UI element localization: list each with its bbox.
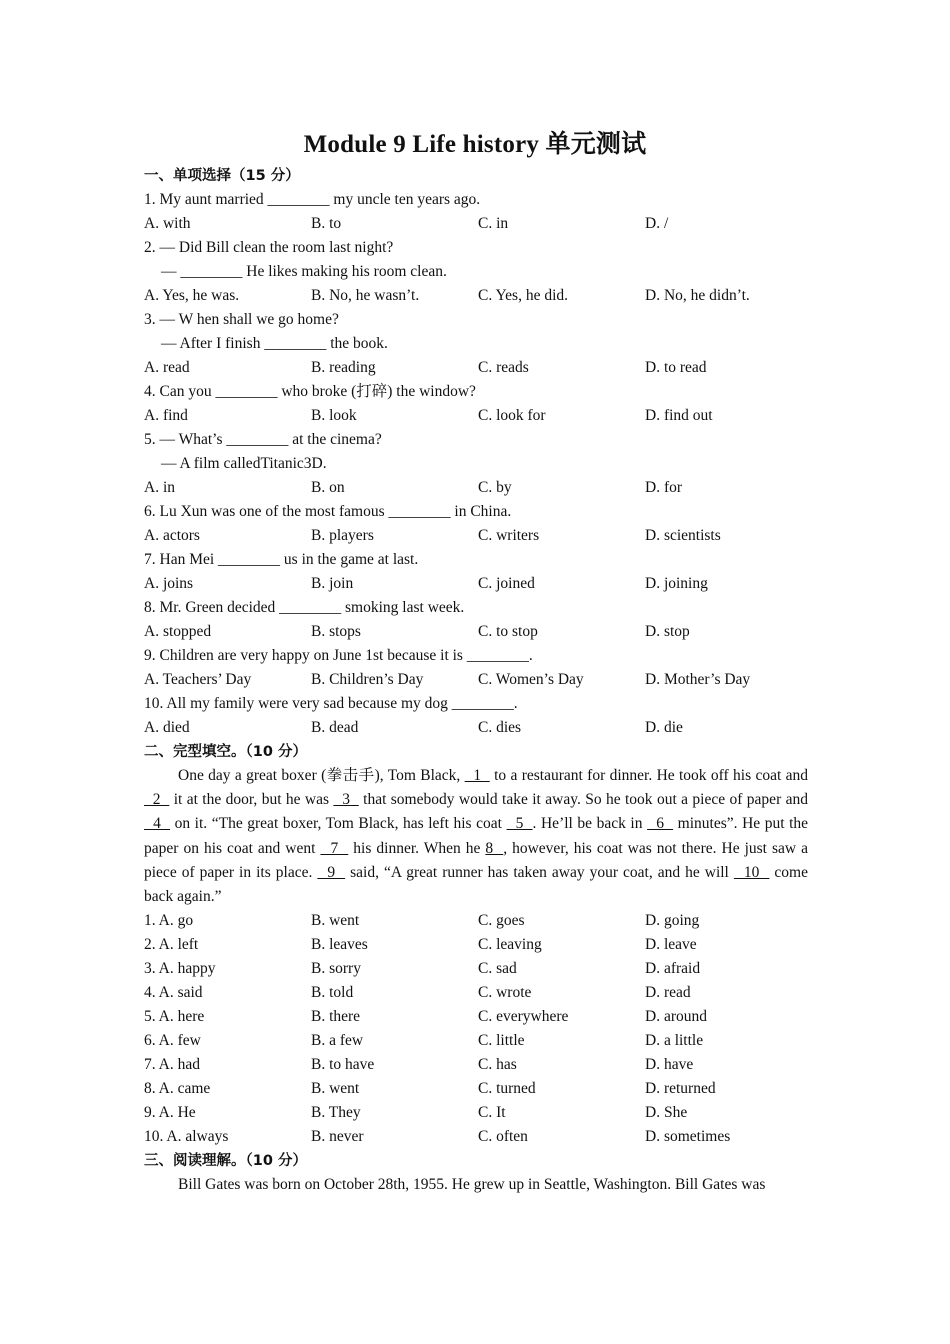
option: A. joins — [144, 575, 194, 592]
cloze-blank: 8 — [485, 839, 504, 857]
passage-text: it at the door, but he was — [169, 791, 334, 809]
option: C. by — [478, 479, 512, 496]
option: 3. A. happy — [144, 960, 216, 978]
option: B. look — [311, 407, 357, 424]
options-row — [144, 1053, 808, 1077]
cloze-blank: 3 — [333, 791, 359, 809]
option: B. stops — [311, 623, 361, 640]
options-row — [144, 1125, 808, 1149]
option: B. sorry — [311, 960, 361, 978]
cloze-blank: 4 — [144, 815, 171, 833]
option: C. goes — [478, 912, 525, 930]
option: A. read — [144, 359, 190, 376]
question-stem: 10. All my family were very sad because my dog ________. — [144, 695, 518, 712]
options-row — [144, 404, 808, 428]
options-row — [144, 716, 808, 740]
option: 4. A. said — [144, 984, 203, 1002]
options-row — [144, 668, 808, 692]
option: A. find — [144, 407, 188, 424]
option: C. writers — [478, 527, 540, 544]
cloze-blank: 9 — [317, 863, 346, 881]
question-stem: 8. Mr. Green decided ________ smoking last week. — [144, 599, 465, 616]
question-stem: 4. Can you ________ who broke (打碎) the window? — [144, 383, 476, 400]
option: C. joined — [478, 575, 535, 592]
option: D. around — [645, 1008, 707, 1026]
question-stem: 5. — What’s ________ at the cinema? — [144, 431, 382, 448]
option: D. going — [645, 912, 700, 930]
option: B. went — [311, 912, 360, 930]
option: D. stop — [645, 623, 690, 640]
question-line: — After I finish ________ the book. — [161, 335, 388, 352]
option: 9. A. He — [144, 1104, 196, 1122]
question-stem: 6. Lu Xun was one of the most famous ________ in China. — [144, 503, 512, 520]
option: B. join — [311, 575, 354, 592]
section1-heading: 一、单项选择（15 分） — [144, 168, 300, 184]
option: B. went — [311, 1080, 360, 1098]
option: 6. A. few — [144, 1032, 201, 1050]
option: C. Women’s Day — [478, 671, 584, 688]
option: B. reading — [311, 359, 376, 376]
option: B. leaves — [311, 936, 368, 954]
option: D. leave — [645, 936, 697, 954]
options-row — [144, 524, 808, 548]
option: C. wrote — [478, 984, 532, 1002]
option: D. find out — [645, 407, 713, 424]
option: C. often — [478, 1128, 528, 1146]
passage-text: One day a great boxer (拳击手), Tom Black, — [178, 767, 465, 784]
option: D. sometimes — [645, 1128, 731, 1146]
option: A. Teachers’ Day — [144, 671, 252, 688]
options-row — [144, 1101, 808, 1125]
option: C. leaving — [478, 936, 542, 954]
option: B. on — [311, 479, 345, 496]
option: A. in — [144, 479, 175, 496]
passage-text: his dinner. When he — [348, 839, 486, 857]
option: C. look for — [478, 407, 546, 424]
option: D. She — [645, 1104, 688, 1122]
option: D. a little — [645, 1032, 704, 1050]
cloze-blank: 7 — [320, 839, 349, 857]
option: B. They — [311, 1104, 361, 1122]
option: C. Yes, he did. — [478, 287, 569, 304]
question-stem: 2. — Did Bill clean the room last night? — [144, 239, 394, 256]
question-line: — ________ He likes making his room clean. — [161, 263, 447, 280]
option: D. joining — [645, 575, 708, 592]
option: D. / — [645, 215, 669, 232]
options-row — [144, 212, 808, 236]
option: B. there — [311, 1008, 361, 1026]
option: B. told — [311, 984, 354, 1002]
option: D. to read — [645, 359, 707, 376]
question-line: — A film calledTitanic3D. — [161, 455, 327, 472]
options-row — [144, 1005, 808, 1029]
option: A. stopped — [144, 623, 212, 640]
option: C. in — [478, 215, 509, 232]
cloze-passage — [144, 764, 808, 909]
options-row — [144, 476, 808, 500]
option: C. reads — [478, 359, 529, 376]
option: B. No, he wasn’t. — [311, 287, 420, 304]
option: A. actors — [144, 527, 200, 544]
question-stem: 7. Han Mei ________ us in the game at last. — [144, 551, 419, 568]
option: A. with — [144, 215, 191, 232]
option: D. scientists — [645, 527, 721, 544]
cloze-blank: 10 — [733, 863, 770, 881]
passage-text: , however, his coat was not there. He just saw a piece of paper in its place. — [144, 839, 809, 881]
passage-text: that somebody would take it away. So he took out a piece of paper and — [358, 791, 808, 809]
options-row — [144, 1029, 808, 1053]
options-row — [144, 620, 808, 644]
option: 8. A. came — [144, 1080, 211, 1098]
option: D. for — [645, 479, 683, 496]
option: A. Yes, he was. — [144, 287, 240, 304]
option: 5. A. here — [144, 1008, 205, 1026]
options-row — [144, 356, 808, 380]
question-stem: 1. My aunt married ________ my uncle ten years ago. — [144, 191, 481, 208]
cloze-blank: 6 — [647, 815, 674, 833]
option: C. It — [478, 1104, 506, 1122]
option: C. dies — [478, 719, 522, 736]
section2-items — [144, 909, 808, 1149]
option: 2. A. left — [144, 936, 199, 954]
option: 10. A. always — [144, 1128, 229, 1146]
page-title: Module 9 Life history 单元测试 — [303, 131, 647, 158]
passage-text: on it. “The great boxer, Tom Black, has left his coat — [170, 815, 507, 833]
option: 7. A. had — [144, 1056, 200, 1074]
options-row — [144, 933, 808, 957]
option: 1. A. go — [144, 912, 194, 930]
options-row — [144, 1077, 808, 1101]
section3-heading: 三、阅读理解。（10 分） — [144, 1153, 307, 1170]
options-row — [144, 957, 808, 981]
option: B. a few — [311, 1032, 364, 1050]
options-row — [144, 284, 808, 308]
option: D. returned — [645, 1080, 716, 1098]
reading-passage: Bill Gates was born on October 28th, 1955. He grew up in Seattle, Washington. Bill Gates was — [178, 1176, 766, 1194]
option: B. to have — [311, 1056, 375, 1074]
cloze-blank: 1 — [464, 767, 490, 784]
options-row — [144, 981, 808, 1005]
option: C. turned — [478, 1080, 536, 1098]
content — [144, 164, 808, 1197]
option: C. to stop — [478, 623, 538, 640]
passage-text: minutes”. He put the paper on his coat and went — [144, 815, 809, 857]
option: D. have — [645, 1056, 694, 1074]
passage-text: come back again.” — [144, 863, 808, 906]
passage-text: to a restaurant for dinner. He took off his coat and — [489, 767, 808, 784]
cloze-blank: 2 — [144, 791, 170, 809]
cloze-blank: 5 — [506, 815, 533, 833]
section2-heading: 二、完型填空。（10 分） — [144, 744, 307, 760]
question-stem: 3. — W hen shall we go home? — [144, 311, 339, 328]
option: C. has — [478, 1056, 517, 1074]
option: B. Children’s Day — [311, 671, 424, 688]
passage-text: . He’ll be back in — [532, 815, 648, 833]
option: B. players — [311, 527, 374, 544]
option: B. dead — [311, 719, 359, 736]
option: B. never — [311, 1128, 364, 1146]
option: B. to — [311, 215, 342, 232]
options-row — [144, 572, 808, 596]
option: D. Mother’s Day — [645, 671, 751, 688]
section1-questions — [144, 188, 808, 740]
option: C. sad — [478, 960, 517, 978]
option: D. read — [645, 984, 691, 1002]
option: D. No, he didn’t. — [645, 287, 750, 304]
option: D. die — [645, 719, 683, 736]
option: C. everywhere — [478, 1008, 569, 1026]
option: A. died — [144, 719, 190, 736]
options-row — [144, 909, 808, 933]
option: C. little — [478, 1032, 525, 1050]
passage-text: said, “A great runner has taken away your coat, and he will — [345, 863, 734, 881]
option: D. afraid — [645, 960, 701, 978]
question-stem: 9. Children are very happy on June 1st because it is ________. — [144, 647, 533, 664]
